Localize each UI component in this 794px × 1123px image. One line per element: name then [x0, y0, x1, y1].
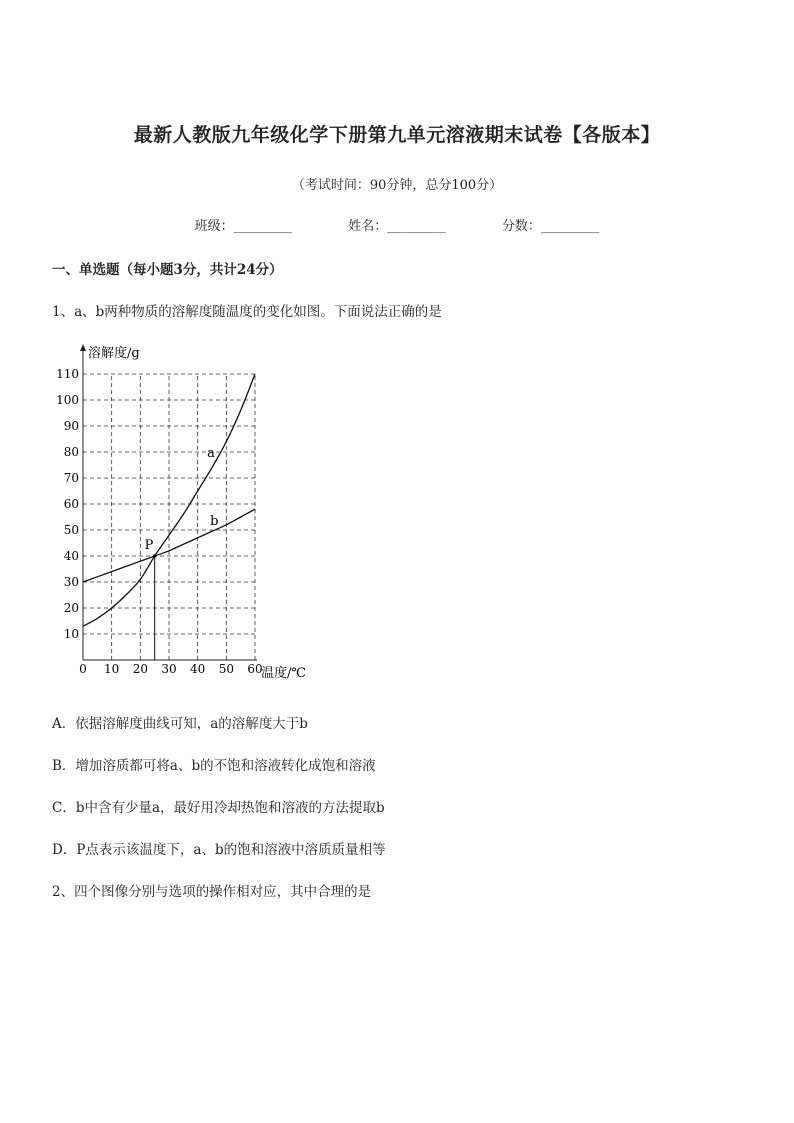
- y-tick-label: 50: [63, 523, 79, 537]
- y-tick-label: 80: [63, 445, 79, 459]
- x-tick-label: 30: [161, 662, 177, 676]
- question-2-stem: 2、四个图像分别与选项的操作相对应，其中合理的是: [52, 884, 372, 900]
- x-tick-label: 0: [79, 662, 87, 676]
- x-tick-label: 60: [247, 662, 263, 676]
- exam-title: 最新人教版九年级化学下册第九单元溶液期末试卷【各版本】: [133, 124, 661, 146]
- x-axis-label: 温度/℃: [261, 666, 306, 681]
- series-label-a: a: [207, 446, 215, 462]
- x-tick-label: 40: [190, 662, 206, 676]
- option-c[interactable]: C．b中含有少量a，最好用冷却热饱和溶液的方法提取b: [52, 800, 385, 816]
- section-heading: 一、单选题（每小题3分，共计24分）: [52, 262, 283, 278]
- y-axis-arrow: [80, 344, 86, 351]
- x-tick-label: 10: [104, 662, 120, 676]
- y-tick-label: 60: [63, 497, 79, 511]
- question-1-stem: 1、a、b两种物质的溶解度随温度的变化如图。下面说法正确的是: [52, 304, 442, 320]
- x-tick-label: 20: [132, 662, 148, 676]
- solubility-chart: [45, 338, 345, 688]
- y-tick-label: 100: [56, 393, 79, 407]
- y-tick-label: 40: [63, 549, 79, 563]
- class-field[interactable]: 班级：_________: [194, 219, 293, 234]
- option-a[interactable]: A．依据溶解度曲线可知，a的溶解度大于b: [52, 716, 308, 732]
- x-tick-label: 50: [218, 662, 234, 676]
- y-tick-label: 10: [63, 627, 79, 641]
- y-tick-label: 20: [63, 601, 79, 615]
- chart-grid: [83, 374, 255, 660]
- exam-duration: （考试时间：90分钟，总分100分）: [291, 178, 503, 193]
- option-d[interactable]: D．P点表示该温度下，a、b的饱和溶液中溶质质量相等: [52, 842, 386, 858]
- name-field[interactable]: 姓名：_________: [348, 219, 446, 234]
- series-label-b: b: [210, 513, 219, 529]
- y-tick-label: 110: [56, 367, 79, 381]
- option-b[interactable]: B．增加溶质都可将a、b的不饱和溶液转化成饱和溶液: [52, 758, 376, 774]
- y-tick-label: 70: [63, 471, 79, 485]
- y-axis-label: 溶解度/g: [88, 346, 140, 361]
- chart-labels: [145, 446, 219, 553]
- chart-axes: [80, 344, 306, 681]
- y-tick-label: 30: [63, 575, 79, 589]
- y-tick-label: 90: [63, 419, 79, 433]
- score-field[interactable]: 分数：_________: [501, 219, 600, 234]
- point-p: [153, 554, 157, 558]
- point-p-label: P: [144, 538, 154, 553]
- student-info-row: [0, 215, 794, 234]
